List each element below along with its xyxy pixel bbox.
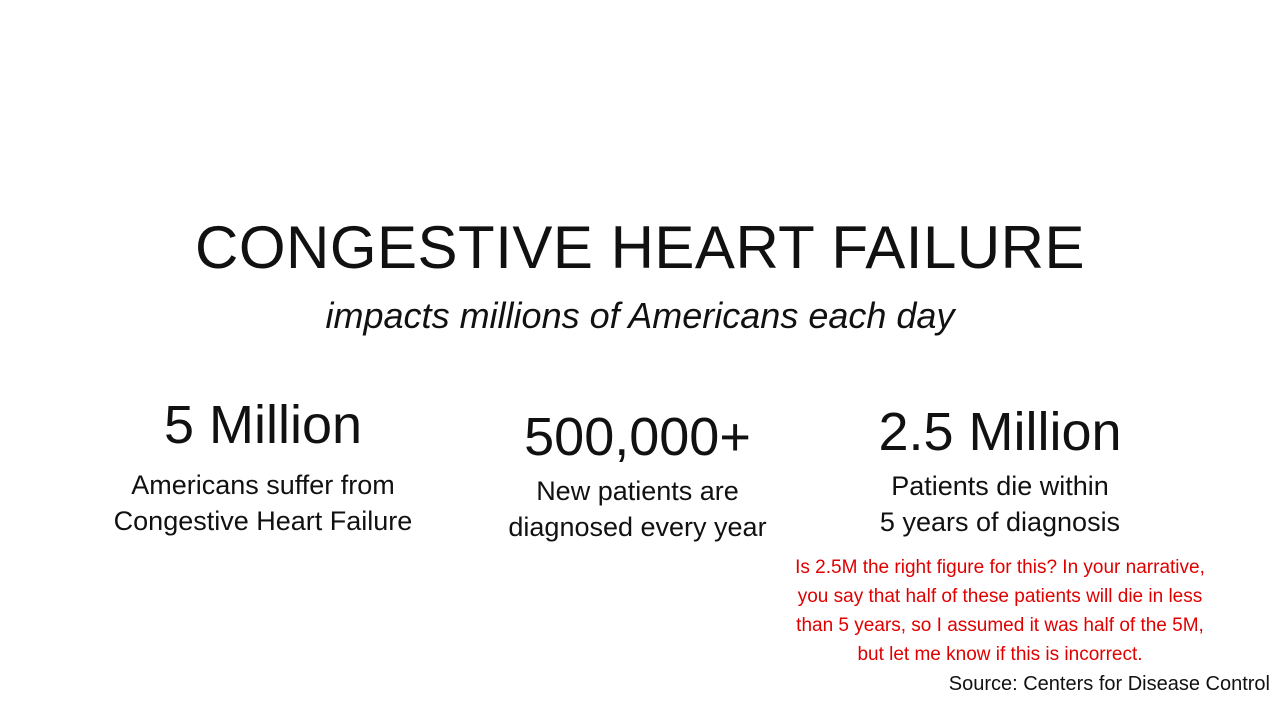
review-comment-line: but let me know if this is incorrect. [857,644,1143,665]
stat-value: 5 Million [163,395,363,455]
stat-description-line: Americans suffer from [131,470,395,500]
stat-patients-die [830,400,1170,540]
stat-new-patients [465,405,810,545]
source-citation: Source: Centers for Disease Control [948,673,1270,695]
stat-value: 500,000+ [524,407,751,467]
stat-americans-suffer [88,393,438,539]
slide-title: CONGESTIVE HEART FAILURE [195,214,1085,281]
stat-description-line: diagnosed every year [508,512,767,542]
stat-description-line: Congestive Heart Failure [113,506,413,536]
stat-description-line: 5 years of diagnosis [879,507,1121,537]
review-comment-line: Is 2.5M the right figure for this? In your narrative, [795,557,1205,578]
review-comment-line: than 5 years, so I assumed it was half of the 5M, [796,615,1204,636]
slide-subtitle: impacts millions of Americans each day [325,295,955,336]
stat-value: 2.5 Million [878,402,1122,462]
stat-description-line: Patients die within [891,471,1109,501]
review-comment [740,553,1260,669]
stat-description-line: New patients are [536,476,739,506]
review-comment-line: you say that half of these patients will die in less [797,586,1203,607]
